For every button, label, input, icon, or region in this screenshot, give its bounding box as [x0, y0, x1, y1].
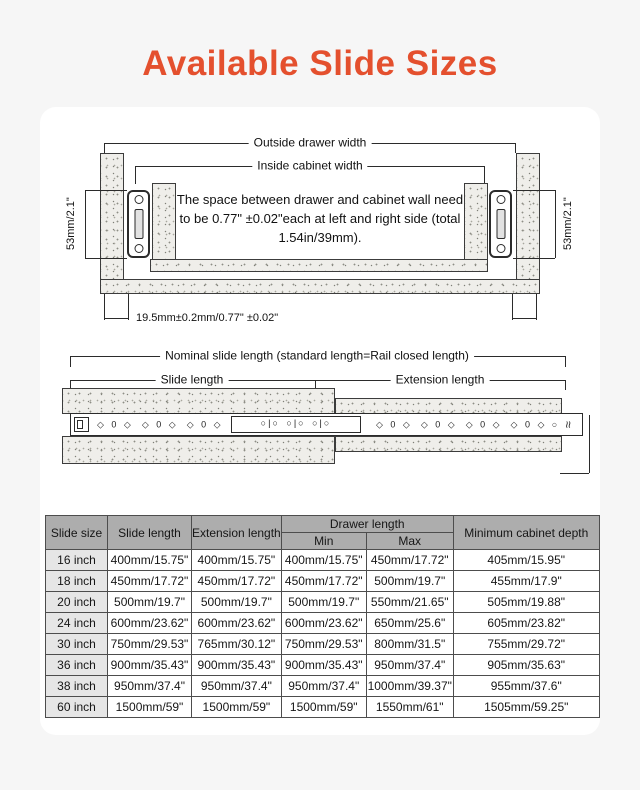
left-slide-cross-section	[127, 190, 150, 258]
left-height-tick-bottom	[85, 258, 127, 259]
ball-bearing-icon	[134, 244, 143, 253]
slide-length-label: Slide length	[156, 372, 229, 386]
clearance-note: The space between drawer and cabinet wall need to be 0.77" ±0.02"each at left and right side (total 1.54in/39mm).	[176, 192, 464, 245]
extension-length-cell: 400mm/15.75"	[192, 550, 282, 571]
ball-bearing-icon	[496, 195, 505, 204]
rail-bearing-section: ○|○ ○|○ ○|○	[231, 416, 361, 433]
slide-size-cell: 16 inch	[46, 550, 108, 571]
page-title: Available Slide Sizes	[142, 44, 498, 83]
slide-extension-dim-line	[70, 380, 565, 381]
slide-size-cell: 36 inch	[46, 655, 108, 676]
table-row	[46, 550, 600, 571]
extension-length-label: Extension length	[391, 372, 490, 386]
header-drawer-min: Min	[281, 533, 366, 550]
extension-length-cell: 450mm/17.72"	[192, 571, 282, 592]
left-gap-connector	[104, 318, 128, 319]
rail-holes-left: ◇ 0 ◇ ◇ 0 ◇ ◇ 0 ◇	[97, 419, 222, 429]
drawer-min-cell: 900mm/35.43"	[281, 655, 366, 676]
drawer-max-cell: 1000mm/39.37"	[366, 676, 453, 697]
cabinet-right-wall	[516, 153, 540, 280]
rail-break-icon: ≈	[560, 420, 576, 429]
drawer-min-cell: 1500mm/59"	[281, 697, 366, 718]
drawer-max-cell: 500mm/19.7"	[366, 571, 453, 592]
left-gap-tick-inner	[128, 294, 129, 320]
header-drawer-max: Max	[366, 533, 453, 550]
ball-bearing-icon	[134, 195, 143, 204]
right-height-tick-top	[513, 190, 555, 191]
extension-length-cell: 600mm/23.62"	[192, 613, 282, 634]
slide-length-cell: 900mm/35.43"	[108, 655, 192, 676]
inside-cabinet-width-label: Inside cabinet width	[252, 158, 367, 172]
outside-width-tick-left	[104, 143, 105, 153]
nominal-tick-right	[565, 356, 566, 367]
left-height-tick-top	[85, 190, 127, 191]
drawer-max-cell: 550mm/21.65"	[366, 592, 453, 613]
table-row	[46, 697, 600, 718]
slide-size-cell: 20 inch	[46, 592, 108, 613]
slide-groove	[496, 209, 505, 239]
lower-left-panel	[62, 436, 335, 464]
drawer-max-cell: 1550mm/61"	[366, 697, 453, 718]
right-gap-tick-outer	[536, 294, 537, 320]
extension-tick-right	[565, 380, 566, 390]
header-drawer-length: Drawer length	[281, 516, 453, 533]
header-min-cabinet-depth: Minimum cabinet depth	[453, 516, 599, 550]
right-height-tick-bottom	[513, 258, 555, 259]
slide-size-cell: 38 inch	[46, 676, 108, 697]
header-slide-size: Slide size	[46, 516, 108, 550]
outside-width-tick-right	[515, 143, 516, 153]
nominal-length-label: Nominal slide length (standard length=Rail closed length)	[160, 348, 474, 362]
right-slide-height-label: 53mm/2.1"	[562, 197, 574, 251]
lower-right-panel	[335, 436, 562, 452]
header-slide-length: Slide length	[108, 516, 192, 550]
right-gap-tick-inner	[512, 294, 513, 320]
left-slide-height-label: 53mm/2.1"	[65, 197, 77, 251]
min-cabinet-depth-cell: 455mm/17.9"	[453, 571, 599, 592]
drawer-min-cell: 500mm/19.7"	[281, 592, 366, 613]
right-slide-cross-section	[489, 190, 512, 258]
slide-size-cell: 30 inch	[46, 634, 108, 655]
left-side-gap-label: 19.5mm±0.2mm/0.77" ±0.02"	[136, 312, 279, 324]
slide-size-cell: 24 inch	[46, 613, 108, 634]
drawer-max-cell: 950mm/37.4"	[366, 655, 453, 676]
table-row	[46, 613, 600, 634]
extension-length-cell: 1500mm/59"	[192, 697, 282, 718]
header-extension-length: Extension length	[192, 516, 282, 550]
slide-size-table	[45, 515, 600, 718]
extension-length-cell: 950mm/37.4"	[192, 676, 282, 697]
drawer-min-cell: 750mm/29.53"	[281, 634, 366, 655]
drawer-max-cell: 800mm/31.5"	[366, 634, 453, 655]
slide-groove	[134, 209, 143, 239]
drawer-max-cell: 450mm/17.72"	[366, 550, 453, 571]
rail-holes-right: ◇ 0 ◇ ◇ 0 ◇ ◇ 0 ◇ ◇ 0 ◇ ○	[376, 419, 559, 429]
min-cabinet-depth-cell: 505mm/19.88"	[453, 592, 599, 613]
nominal-tick-left	[70, 356, 71, 367]
min-cabinet-depth-cell: 905mm/35.63"	[453, 655, 599, 676]
drawer-min-cell: 400mm/15.75"	[281, 550, 366, 571]
left-height-dim-line	[85, 190, 86, 258]
extension-length-cell: 765mm/30.12"	[192, 634, 282, 655]
drawer-max-cell: 650mm/25.6"	[366, 613, 453, 634]
left-gap-tick-outer	[104, 294, 105, 320]
slide-rail	[70, 413, 583, 436]
slide-table-body	[46, 550, 600, 718]
table-row	[46, 634, 600, 655]
ball-bearing-icon	[496, 244, 505, 253]
slide-length-cell: 600mm/23.62"	[108, 613, 192, 634]
min-cabinet-depth-cell: 1505mm/59.25"	[453, 697, 599, 718]
drawer-min-cell: 450mm/17.72"	[281, 571, 366, 592]
slide-length-cell: 750mm/29.53"	[108, 634, 192, 655]
inside-width-tick-right	[484, 166, 485, 184]
drawer-min-cell: 600mm/23.62"	[281, 613, 366, 634]
drawer-min-cell: 950mm/37.4"	[281, 676, 366, 697]
slide-length-cell: 500mm/19.7"	[108, 592, 192, 613]
table-row	[46, 676, 600, 697]
upper-right-panel	[335, 398, 562, 414]
extension-length-cell: 500mm/19.7"	[192, 592, 282, 613]
upper-left-panel	[62, 388, 335, 414]
right-gap-connector	[512, 318, 536, 319]
lock-length-bracket-vertical	[589, 415, 590, 473]
min-cabinet-depth-cell: 405mm/15.95"	[453, 550, 599, 571]
cabinet-bottom-panel	[100, 279, 540, 294]
drawer-left-wall	[152, 183, 176, 260]
slide-size-cell: 18 inch	[46, 571, 108, 592]
min-cabinet-depth-cell: 755mm/29.72"	[453, 634, 599, 655]
slide-length-cell: 450mm/17.72"	[108, 571, 192, 592]
drawer-right-wall	[464, 183, 488, 260]
min-cabinet-depth-cell: 605mm/23.82"	[453, 613, 599, 634]
slide-length-cell: 400mm/15.75"	[108, 550, 192, 571]
inside-width-tick-left	[135, 166, 136, 184]
slide-length-cell: 1500mm/59"	[108, 697, 192, 718]
lock-length-bracket-horizontal	[560, 473, 589, 474]
slide-length-cell: 950mm/37.4"	[108, 676, 192, 697]
table-header-row	[46, 516, 600, 533]
table-row	[46, 571, 600, 592]
extension-length-cell: 900mm/35.43"	[192, 655, 282, 676]
cabinet-left-wall	[100, 153, 124, 280]
outside-drawer-width-label: Outside drawer width	[249, 135, 372, 149]
right-height-dim-line	[555, 190, 556, 258]
drawer-bottom-panel	[150, 259, 488, 272]
min-cabinet-depth-cell: 955mm/37.6"	[453, 676, 599, 697]
slide-size-cell: 60 inch	[46, 697, 108, 718]
table-row	[46, 592, 600, 613]
rail-end-cap-icon	[74, 417, 89, 432]
table-row	[46, 655, 600, 676]
